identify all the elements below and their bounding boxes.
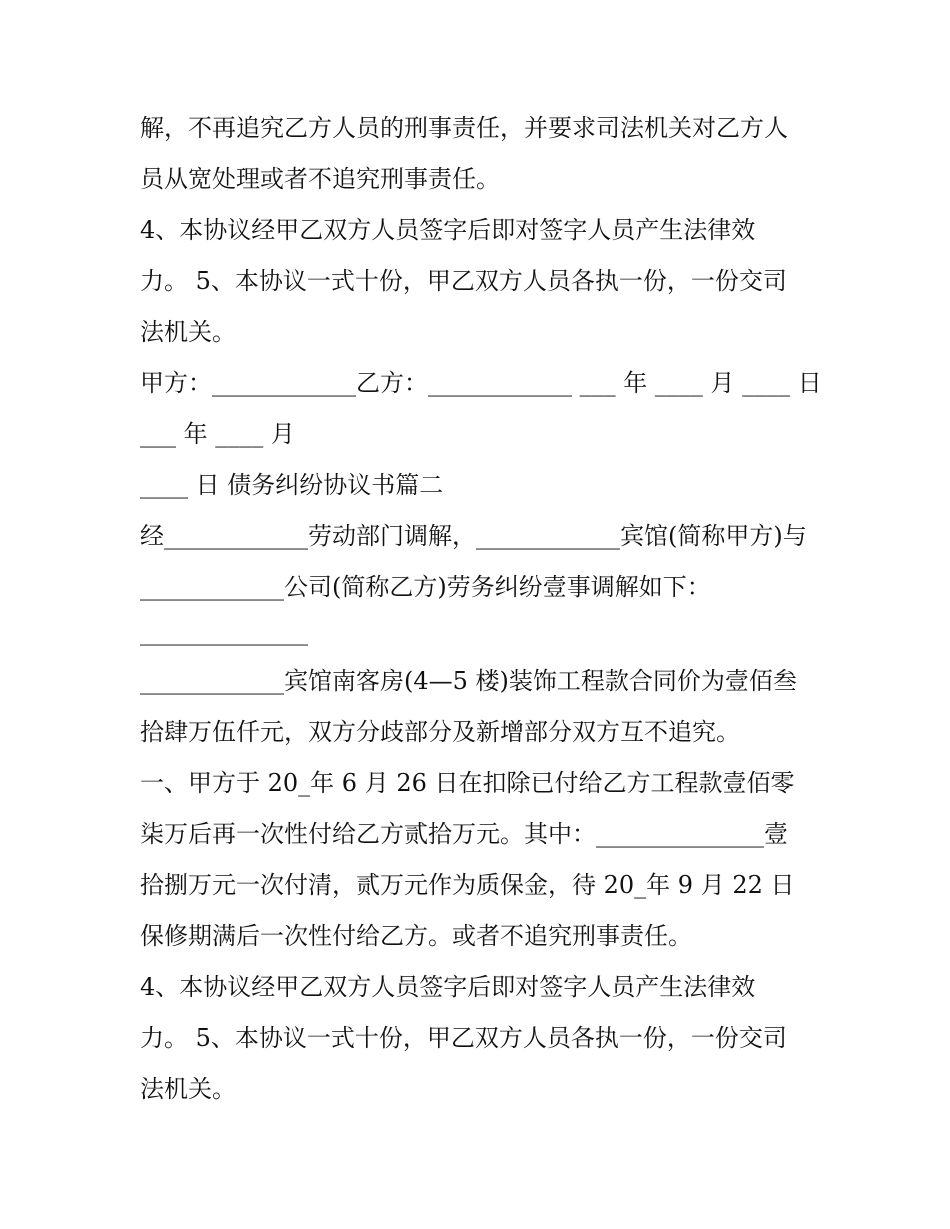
blank-line: ______________	[140, 618, 308, 646]
date-line: ___ 年 ____ 月	[140, 420, 295, 448]
section-heading: ____ 日 债务纠纷协议书篇二	[140, 471, 444, 499]
signature-line: 甲方：____________乙方：____________ ___ 年 ____ 月 ____ 日	[140, 369, 822, 397]
text-line: 力。 5、本协议一式十份，甲乙双方人员各执一份，一份交司	[140, 1024, 787, 1052]
text-line: ____________宾馆南客房(4—5 楼)装饰工程款合同价为壹佰叁	[140, 667, 797, 695]
text-line: 力。 5、本协议一式十份，甲乙双方人员各执一份，一份交司	[140, 267, 787, 295]
text-line: ____________公司(简称乙方)劳务纠纷壹事调解如下：	[140, 573, 711, 601]
text-line: 拾捌万元一次付清，贰万元作为质保金，待 20_年 9 月 22 日	[140, 871, 795, 899]
text-line: 保修期满后一次性付给乙方。或者不追究刑事责任。	[140, 922, 692, 950]
text-line: 解，不再追究乙方人员的刑事责任，并要求司法机关对乙方人	[140, 114, 788, 142]
text-line: 柒万后再一次性付给乙方贰拾万元。其中：______________壹	[140, 820, 788, 848]
text-line: 一、甲方于 20_年 6 月 26 日在扣除已付给乙方工程款壹佰零	[140, 769, 795, 797]
text-line: 法机关。	[140, 1075, 236, 1103]
text-line: 4、本协议经甲乙双方人员签字后即对签字人员产生法律效	[140, 973, 756, 1001]
text-line: 4、本协议经甲乙双方人员签字后即对签字人员产生法律效	[140, 216, 756, 244]
text-line: 经____________劳动部门调解，____________宾馆(简称甲方)与	[140, 522, 807, 550]
text-line: 拾肆万伍仟元，双方分歧部分及新增部分双方互不追究。	[140, 718, 740, 746]
text-line: 法机关。	[140, 318, 236, 346]
text-line: 员从宽处理或者不追究刑事责任。	[140, 165, 500, 193]
